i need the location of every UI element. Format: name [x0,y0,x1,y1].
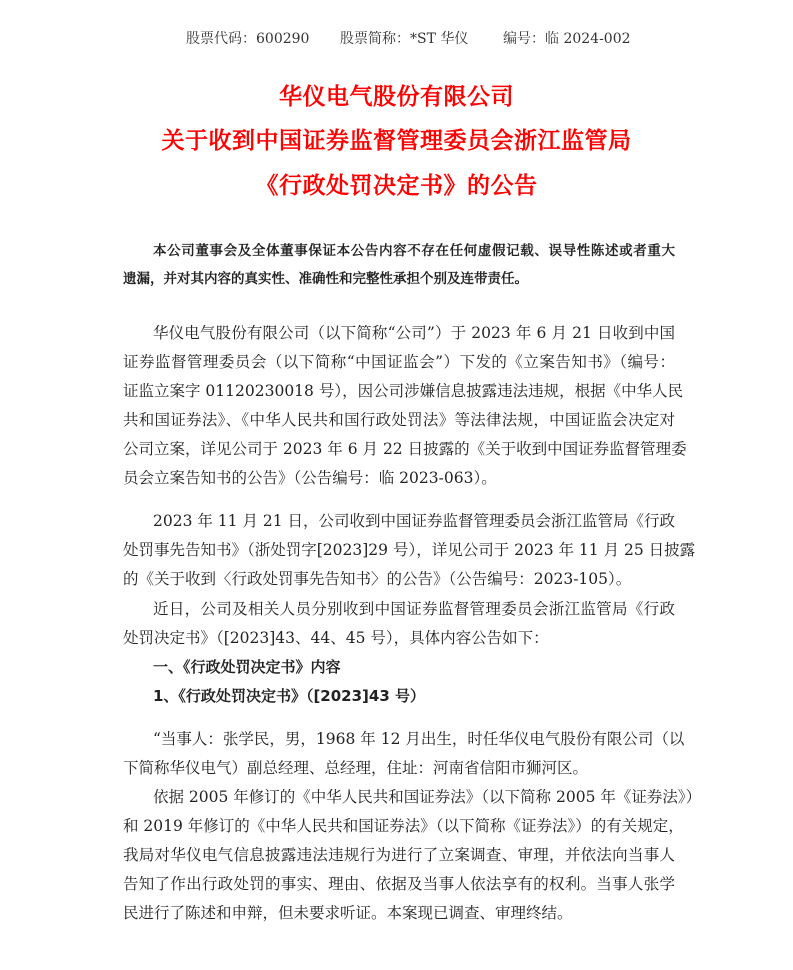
paragraph-line: 依据 2005 年修订的《中华人民共和国证券法》（以下简称 2005 年《证券法》） [153,788,702,806]
paragraph-line: 证券监督管理委员会（以下简称“中国证监会”）下发的《立案告知书》（编号： [123,353,675,371]
paragraph-line: 处罚决定书》（[2023]43、44、45 号），具体内容公告如下： [123,629,549,647]
title-document: 《行政处罚决定书》的公告 [255,173,538,199]
paragraph-line: 我局对华仪电气信息披露违法违规行为进行了立案调查、审理，并依法向当事人 [123,846,675,864]
paragraph-line: 民进行了陈述和申辩，但未要求听证。本案现已调查、审理终结。 [123,904,573,922]
section-heading: 一、《行政处罚决定书》内容 [153,658,341,676]
paragraph-line: 和 2019 年修订的《中华人民共和国证券法》（以下简称《证券法》）的有关规定， [123,817,684,835]
paragraph-line: 证监立案字 01120230018 号），因公司涉嫌信息披露违法违规，根据《中华人民 [123,382,684,400]
subsection-heading: 1、《行政处罚决定书》（[2023]43 号） [153,687,425,705]
paragraph-line: 华仪电气股份有限公司（以下简称“公司”）于 2023 年 6 月 21 日收到中国 [153,324,675,342]
paragraph-line: 处罚事先告知书》（浙处罚字[2023]29 号），详见公司于 2023 年 11 月 25 日披露 [123,541,696,559]
disclaimer-line: 本公司董事会及全体董事保证本公告内容不存在任何虚假记载、误导性陈述或者重大 [153,243,675,259]
stock-code: 股票代码：600290 [186,31,310,47]
paragraph-line: 员会立案告知书的公告》（公告编号：临 2023-063）。 [123,469,497,487]
title-company: 华仪电气股份有限公司 [279,84,514,110]
paragraph-line: 的《关于收到〈行政处罚事先告知书〉的公告》（公告编号：2023-105）。 [123,570,632,588]
disclaimer-line: 遗漏，并对其内容的真实性、准确性和完整性承担个别及连带责任。 [123,271,528,287]
paragraph-line: 告知了作出行政处罚的事实、理由、依据及当事人依法享有的权利。当事人张学 [123,875,675,893]
paragraph-line: 公司立案，详见公司于 2023 年 6 月 22 日披露的《关于收到中国证券监督管理委 [123,440,687,458]
stock-abbreviation: 股票简称：*ST 华仪 [340,31,469,47]
title-subject: 关于收到中国证券监督管理委员会浙江监管局 [161,128,632,154]
paragraph-line: “当事人：张学民，男，1968 年 12 月出生，时任华仪电气股份有限公司（以 [153,730,685,748]
paragraph-line: 下简称华仪电气）副总经理、总经理，住址：河南省信阳市狮河区。 [123,759,589,777]
paragraph-line: 2023 年 11 月 21 日，公司收到中国证券监督管理委员会浙江监管局《行政 [153,512,676,530]
paragraph-line: 共和国证券法》、《中华人民共和国行政处罚法》等法律法规，中国证监会决定对 [123,411,675,429]
document-number: 编号：临 2024-002 [503,31,631,47]
paragraph-line: 近日，公司及相关人员分别收到中国证券监督管理委员会浙江监管局《行政 [153,600,675,618]
